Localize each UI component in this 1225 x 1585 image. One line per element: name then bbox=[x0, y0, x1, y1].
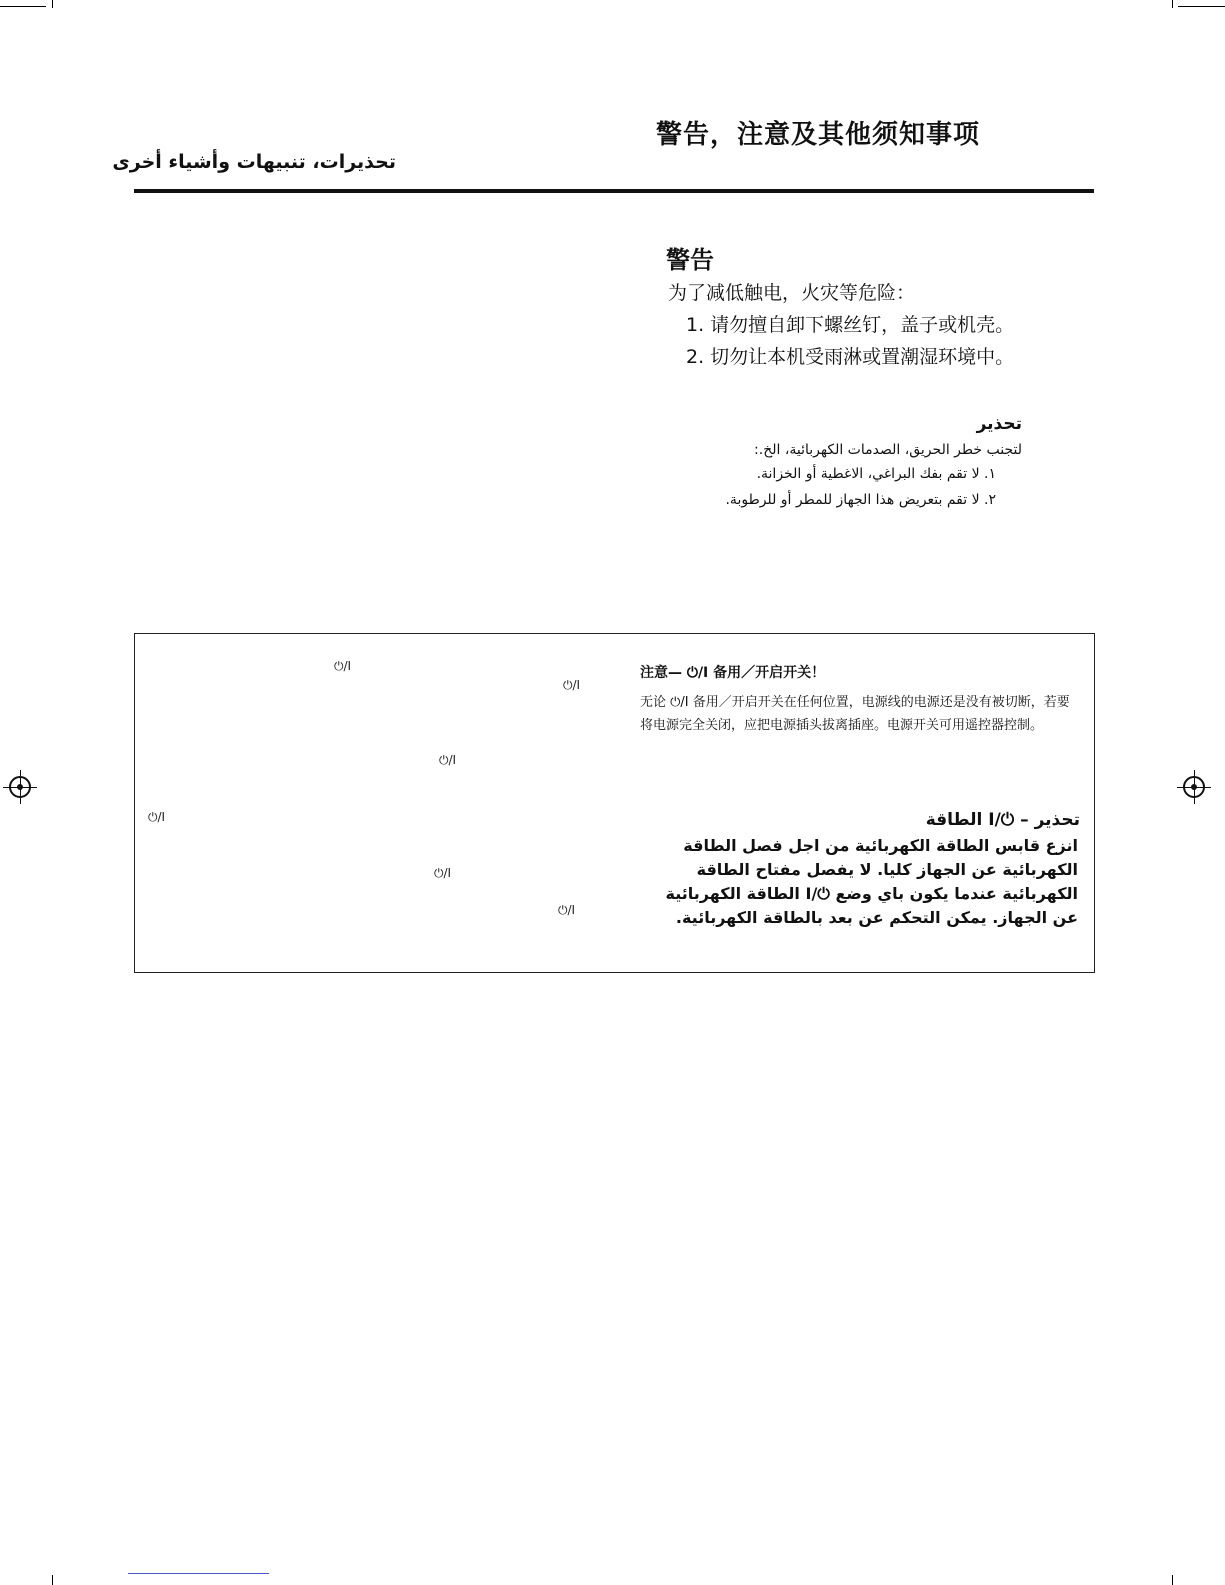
warning-item-zh: 1. 请勿擅自卸下螺丝钉，盖子或机壳。 bbox=[686, 314, 1015, 336]
warning-item-zh: 2. 切勿让本机受雨淋或置潮湿环境中。 bbox=[686, 346, 1015, 368]
warning-item-ar: ١. لا تقم بفك البراغي، الاغطية أو الخزانة. bbox=[756, 466, 996, 482]
crop-mark-bottom-right bbox=[1172, 1575, 1173, 1585]
warning-heading-zh: 警告 bbox=[666, 246, 714, 274]
standby-symbol: ⏻/I bbox=[563, 678, 581, 692]
standby-symbol: ⏻/I bbox=[434, 866, 452, 880]
caution-title-zh: 注意— ⏻/I 备用／开启开关！ bbox=[640, 665, 826, 681]
caution-line-ar: الكهربائية عن الجهاز كليا. لا يفصل مفتاح الطاقة bbox=[696, 860, 1078, 879]
crop-mark-top-right bbox=[1178, 6, 1225, 7]
page-title-arabic: تحذيرات، تنبيهات وأشياء أخرى bbox=[112, 151, 396, 173]
caution-body-zh: 无论 ⏻/I 备用／开启开关在任何位置，电源线的电源还是没有被切断，若要将电源完全关闭，应把电源插头拔离插座。电源开关可用遥控器控制。 bbox=[640, 695, 1070, 733]
crop-mark-top-left bbox=[0, 6, 46, 7]
standby-symbol: ⏻/I bbox=[334, 659, 352, 673]
caution-title-ar: تحذير – ⏻/I الطاقة bbox=[925, 810, 1080, 830]
crop-mark-top-right-vertical bbox=[1172, 0, 1173, 8]
page-title-chinese: 警告，注意及其他须知事项 bbox=[656, 120, 981, 150]
warning-intro-zh: 为了减低触电，火灾等危险： bbox=[668, 282, 916, 304]
header-divider bbox=[134, 189, 1094, 193]
standby-symbol: ⏻/I bbox=[439, 753, 457, 767]
standby-symbol: ⏻/I bbox=[558, 903, 576, 917]
warning-item-ar: ٢. لا تقم بتعريض هذا الجهاز للمطر أو للرطوبة. bbox=[725, 492, 996, 508]
registration-mark-right-icon bbox=[1183, 776, 1205, 798]
caution-line-ar: عن الجهاز. يمكن التحكم عن بعد بالطاقة الكهربائية. bbox=[675, 908, 1078, 927]
registration-mark-left-icon bbox=[9, 776, 31, 798]
warning-intro-ar: لتجنب خطر الحريق، الصدمات الكهربائية، الخ.: bbox=[754, 442, 1022, 458]
caution-line-ar: الكهربائية عندما يكون باي وضع ⏻/I الطاقة الكهربائية bbox=[665, 884, 1078, 903]
caution-line-ar: انزع قابس الطاقة الكهربائية من اجل فصل الطاقة bbox=[683, 836, 1078, 855]
standby-symbol: ⏻/I bbox=[148, 810, 166, 824]
footer-blue-line bbox=[128, 1573, 269, 1574]
warning-heading-ar: تحذير bbox=[976, 414, 1022, 434]
crop-mark-bottom-left bbox=[52, 1575, 53, 1585]
crop-mark-top-left-vertical bbox=[52, 0, 53, 8]
